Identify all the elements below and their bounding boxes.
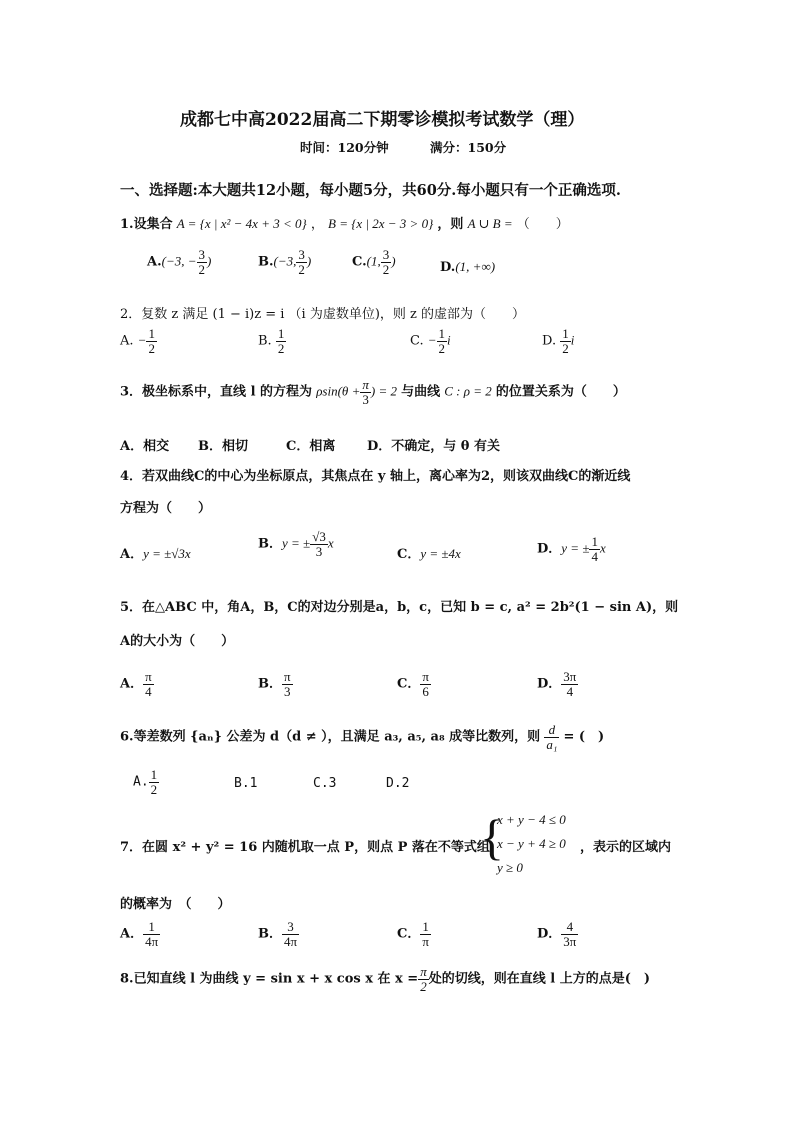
q1-set-a: A = {x | x² − 4x + 3 < 0} bbox=[176, 216, 307, 231]
q2-option-c bbox=[410, 327, 451, 355]
q3-with-curve-text: 与曲线 bbox=[401, 384, 441, 400]
q1-option-b bbox=[258, 248, 311, 276]
q1-lead-text: 1.设集合 bbox=[120, 217, 173, 232]
q2-option-c-frac bbox=[437, 327, 448, 355]
q2-option-b-den: 2 bbox=[277, 340, 285, 356]
q1-comma: ， bbox=[310, 217, 324, 232]
q4-option-a bbox=[120, 543, 191, 562]
q2-option-d-label: D. bbox=[542, 333, 557, 349]
q4-option-d bbox=[537, 535, 606, 563]
q7-option-b-num: 3 bbox=[282, 920, 299, 935]
q5-option-d bbox=[537, 670, 578, 698]
q2-option-b-label: B. bbox=[258, 333, 272, 349]
question-5-stem-line2: A的大小为（ ） bbox=[120, 634, 235, 649]
q1-option-a-frac bbox=[197, 248, 208, 276]
q2-option-d-frac bbox=[560, 327, 571, 355]
q1-answer-paren: （ ） bbox=[516, 217, 569, 232]
q5-option-d-frac bbox=[561, 670, 578, 698]
q2-option-c-sign: − bbox=[427, 332, 437, 348]
q5-option-d-label: D． bbox=[537, 676, 562, 692]
q1-option-a-tail: ) bbox=[207, 253, 212, 269]
q8-frac-num: π bbox=[420, 964, 427, 979]
q7-ineq-3: y ≥ 0 bbox=[497, 860, 523, 875]
q6-option-c-text: 3 bbox=[328, 776, 337, 791]
q3-equation-left: ρsin(θ + bbox=[316, 383, 361, 399]
q5-option-c bbox=[397, 670, 431, 698]
q2-option-c-tail: i bbox=[447, 332, 451, 348]
q7-ineq-2: x − y + 4 ≥ 0 bbox=[497, 836, 566, 851]
q2-option-a bbox=[120, 327, 157, 355]
q7-option-a-frac bbox=[143, 920, 160, 948]
q6-option-a-frac bbox=[149, 768, 160, 796]
q7-option-b-den: 4π bbox=[284, 933, 298, 949]
question-4-stem-line2: 方程为（ ） bbox=[120, 501, 212, 516]
q4-option-b-tail: x bbox=[327, 535, 334, 551]
q4-option-b-label: B． bbox=[258, 536, 282, 552]
question-7-stem-line2: 的概率为 （ ） bbox=[120, 897, 231, 912]
q8-frac-den: 2 bbox=[420, 978, 427, 994]
q7-option-c-frac bbox=[420, 920, 431, 948]
q1-union: A ∪ B = bbox=[467, 216, 513, 231]
q6-option-a-label: A. bbox=[133, 774, 149, 790]
q6-tail-text: = ( ) bbox=[563, 729, 605, 745]
q7-option-a-den: 4π bbox=[145, 933, 159, 949]
q2-option-c-num: 1 bbox=[438, 326, 446, 341]
q3-frac-den: 3 bbox=[362, 391, 369, 407]
q6-option-d-text: 2 bbox=[401, 776, 410, 791]
q1-option-b-frac bbox=[296, 248, 307, 276]
exam-time: 时间：120分钟 bbox=[300, 140, 389, 155]
q4-option-c-label: C． bbox=[397, 547, 421, 562]
q3-frac bbox=[360, 378, 371, 406]
q6-option-a-num: 1 bbox=[150, 767, 158, 782]
section-heading: 一、选择题:本大题共12小题，每小题5分，共60分.每小题只有一个正确选项. bbox=[120, 182, 621, 199]
q4-option-d-label: D． bbox=[537, 541, 562, 557]
q5-option-b-label: B． bbox=[258, 676, 282, 692]
q4-option-d-tail: x bbox=[599, 540, 606, 556]
question-3-stem bbox=[120, 378, 626, 406]
q6-frac-num: d bbox=[544, 723, 559, 738]
q4-option-b-den: 3 bbox=[315, 543, 323, 559]
q3-tail-text: 的位置关系为（ ） bbox=[495, 384, 626, 400]
q6-option-d bbox=[386, 776, 409, 791]
q4-option-b-num: √3 bbox=[312, 529, 326, 544]
q1-option-b-tail: ) bbox=[306, 253, 312, 269]
q5-option-d-den: 4 bbox=[566, 683, 574, 699]
q1-option-b-num: 3 bbox=[298, 247, 305, 262]
q6-option-a bbox=[133, 768, 159, 796]
q6-option-a-den: 2 bbox=[150, 781, 158, 797]
q6-option-d-label: D. bbox=[386, 776, 402, 791]
q4-option-a-text: y = ±√3x bbox=[143, 546, 191, 561]
question-1-stem bbox=[120, 213, 569, 232]
exam-full-score: 满分：150分 bbox=[430, 140, 507, 155]
q6-option-c bbox=[313, 776, 336, 791]
q5-option-c-frac bbox=[420, 670, 431, 698]
q1-option-a-num: 3 bbox=[198, 247, 205, 262]
q2-option-a-label: A. bbox=[120, 333, 134, 349]
q4-option-c-text: y = ±4x bbox=[420, 546, 461, 561]
q2-option-a-num: 1 bbox=[148, 326, 155, 341]
q3-option-a: A．相交 bbox=[120, 439, 170, 454]
q5-option-a-frac bbox=[143, 670, 154, 698]
question-7-stem-b: ，表示的区域内 bbox=[580, 840, 672, 855]
q5-option-a-num: π bbox=[145, 669, 152, 684]
q2-option-a-frac bbox=[146, 327, 157, 355]
q7-option-a bbox=[120, 920, 160, 948]
q1-option-d-text: (1, +∞) bbox=[455, 259, 496, 274]
q5-option-b bbox=[258, 670, 293, 698]
q7-option-d-den: 3π bbox=[563, 933, 577, 949]
q4-option-d-lead: y = ± bbox=[561, 540, 590, 556]
q1-option-b-den: 2 bbox=[298, 261, 305, 277]
q7-option-d-frac bbox=[561, 920, 578, 948]
q1-option-a-label: A. bbox=[147, 254, 162, 270]
q1-set-b: B = {x | 2x − 3 > 0} bbox=[328, 216, 434, 231]
q7-ineq-1: x + y − 4 ≤ 0 bbox=[497, 812, 566, 827]
q5-option-b-frac bbox=[282, 670, 293, 698]
q2-option-d-den: 2 bbox=[562, 340, 569, 356]
q4-option-b bbox=[258, 530, 334, 558]
q3-option-b: B．相切 bbox=[198, 439, 248, 454]
q7-option-c bbox=[397, 920, 431, 948]
q7-option-c-den: π bbox=[422, 933, 429, 949]
q2-option-c-den: 2 bbox=[438, 340, 446, 356]
q2-option-b-frac bbox=[276, 327, 287, 355]
q6-lead-text: 6.等差数列 {aₙ} 公差为 d（d ≠ ），且满足 a₃, a₅, a₈ 成等比数列，则 bbox=[120, 729, 541, 745]
question-5-stem-line1: 5．在△ABC 中，角A，B，C的对边分别是a，b，c，已知 b = c, a² = 2b²(1 − sin A)，则 bbox=[120, 600, 679, 615]
question-6-stem bbox=[120, 723, 604, 751]
q7-option-b-label: B． bbox=[258, 926, 282, 942]
q5-option-c-den: 6 bbox=[422, 683, 429, 699]
q1-option-c-label: C. bbox=[352, 254, 367, 270]
q6-option-b-text: 1 bbox=[249, 776, 258, 791]
q3-curve: C : ρ = 2 bbox=[444, 383, 492, 399]
q4-option-d-den: 4 bbox=[591, 548, 598, 564]
q3-option-c: C．相离 bbox=[286, 439, 336, 454]
q3-frac-num: π bbox=[362, 377, 369, 392]
q5-option-b-num: π bbox=[284, 669, 291, 684]
q1-then-text: ，则 bbox=[437, 217, 464, 232]
q2-option-a-den: 2 bbox=[148, 340, 155, 356]
q2-option-d bbox=[542, 327, 574, 355]
q7-option-c-num: 1 bbox=[420, 920, 431, 935]
q4-option-a-label: A． bbox=[120, 547, 144, 562]
question-4-stem-line1: 4．若双曲线C的中心为坐标原点，其焦点在 y 轴上，离心率为2，则该双曲线C的渐近线 bbox=[120, 469, 631, 484]
q5-option-a bbox=[120, 670, 154, 698]
q7-option-d-label: D． bbox=[537, 926, 562, 942]
q5-option-b-den: 3 bbox=[284, 683, 291, 699]
q6-frac bbox=[544, 723, 559, 751]
question-7-stem-a: 7．在圆 x² + y² = 16 内随机取一点 P，则点 P 落在不等式组 bbox=[120, 840, 490, 855]
q1-option-d bbox=[440, 259, 495, 275]
q1-option-c-frac bbox=[381, 248, 392, 276]
q6-option-b-label: B. bbox=[234, 776, 250, 791]
q4-option-d-num: 1 bbox=[591, 534, 598, 549]
q5-option-c-num: π bbox=[422, 669, 429, 684]
q6-option-c-label: C. bbox=[313, 776, 329, 791]
q3-equation-right: ) = 2 bbox=[370, 383, 397, 399]
q4-option-c bbox=[397, 543, 461, 562]
q2-option-d-num: 1 bbox=[562, 326, 569, 341]
q1-option-b-lead: (−3, bbox=[273, 253, 297, 269]
q3-lead-text: 3．极坐标系中，直线 l 的方程为 bbox=[120, 384, 313, 400]
q3-option-d: D．不确定，与 θ 有关 bbox=[367, 439, 500, 454]
q6-frac-den: a₁ bbox=[546, 736, 558, 752]
q7-option-b-frac bbox=[282, 920, 299, 948]
q5-option-d-num: 3π bbox=[563, 669, 577, 684]
q8-lead-text: 8.已知直线 l 为曲线 y = sin x + x cos x 在 x = bbox=[120, 971, 419, 987]
question-8-stem bbox=[120, 965, 650, 993]
q1-option-c-tail: ) bbox=[391, 253, 396, 269]
q5-option-c-label: C． bbox=[397, 676, 421, 692]
q8-frac bbox=[418, 965, 429, 993]
q1-option-b-label: B. bbox=[258, 254, 274, 270]
q5-option-a-den: 4 bbox=[145, 683, 152, 699]
q2-option-b-num: 1 bbox=[277, 326, 285, 341]
q1-option-a bbox=[147, 248, 211, 276]
q4-option-b-lead: y = ± bbox=[282, 535, 311, 551]
q2-option-a-sign: − bbox=[137, 332, 147, 348]
q8-tail-text: 处的切线，则在直线 l 上方的点是( ) bbox=[428, 971, 651, 987]
q4-option-d-frac bbox=[589, 535, 600, 563]
q1-option-d-label: D. bbox=[440, 260, 456, 275]
q2-option-d-tail: i bbox=[570, 332, 575, 348]
q1-option-a-den: 2 bbox=[198, 261, 205, 277]
page-title: 成都七中高2022届高二下期零诊模拟考试数学（理） bbox=[180, 110, 585, 130]
q2-option-b bbox=[258, 327, 286, 355]
q2-option-c-label: C. bbox=[410, 333, 424, 349]
question-2-stem: 2．复数 z 满足 (1 − i)z = i （i 为虚数单位)，则 z 的虚部为（ ） bbox=[120, 307, 526, 322]
q4-option-b-frac bbox=[310, 530, 328, 558]
q7-option-d bbox=[537, 920, 578, 948]
q1-option-a-lead: (−3, − bbox=[161, 253, 197, 269]
q1-option-c bbox=[352, 248, 396, 276]
q7-system-brace: { bbox=[480, 809, 504, 865]
q1-option-c-num: 3 bbox=[382, 247, 390, 262]
q7-option-d-num: 4 bbox=[561, 920, 578, 935]
q7-option-b bbox=[258, 920, 299, 948]
q7-option-c-label: C． bbox=[397, 926, 421, 942]
q1-option-c-den: 2 bbox=[382, 261, 390, 277]
q6-option-b bbox=[234, 776, 257, 791]
q5-option-a-label: A． bbox=[120, 676, 144, 692]
q1-option-c-lead: (1, bbox=[366, 253, 381, 269]
q7-option-a-num: 1 bbox=[143, 920, 160, 935]
q7-option-a-label: A． bbox=[120, 926, 144, 942]
